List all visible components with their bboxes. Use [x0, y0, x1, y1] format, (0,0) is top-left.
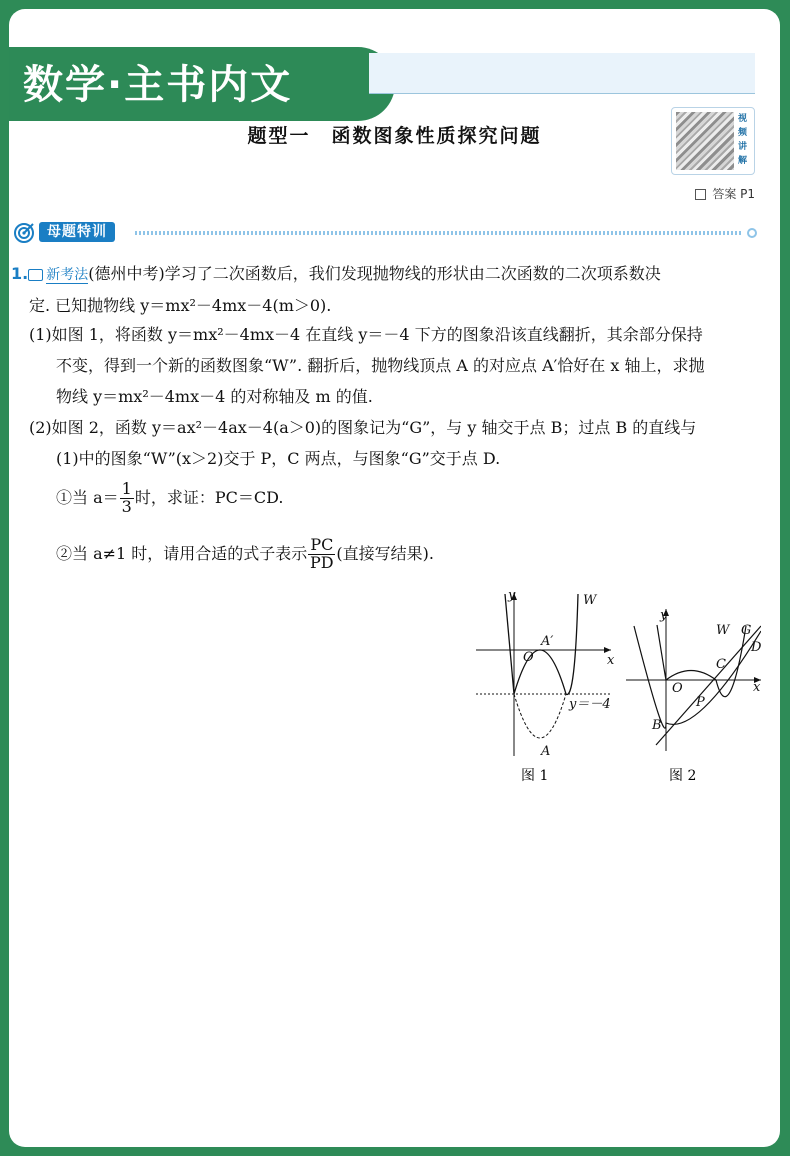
sub1-suffix: 时，求证：PC＝CD.: [134, 487, 284, 507]
fig2-curve-W: [657, 625, 746, 697]
figures: [471, 581, 761, 761]
sub2-suffix: (直接写结果).: [336, 543, 434, 563]
problem-number: 1.: [11, 264, 29, 283]
checkbox-icon: [695, 189, 706, 200]
problem-line-1: [11, 262, 661, 287]
fig1-caption: 图 1: [521, 768, 549, 784]
header-strip: [369, 53, 755, 94]
fig2-label-G: G: [741, 623, 752, 638]
fig2-label-y: y: [660, 608, 668, 623]
target-icon: [13, 222, 35, 244]
sub1-fraction: [120, 481, 134, 516]
sub1-denominator: 3: [121, 496, 132, 516]
sub2-numerator: PC: [310, 535, 334, 554]
banner-label: 母题特训: [39, 222, 115, 242]
sub2-denominator: PD: [310, 552, 334, 572]
problem-line-5: 物线 y＝mx²－4mx－4 的对称轴及 m 的值.: [56, 387, 373, 406]
problem-line-3: (1)如图 1，将函数 y＝mx²－4mx－4 在直线 y＝－4 下方的图象沿该直线翻折，其余部分保持: [29, 325, 703, 344]
fig2-label-C: C: [716, 657, 726, 672]
sub1-numerator: 1: [121, 479, 132, 498]
tv-icon: [28, 269, 43, 281]
problem-line-4: 不变，得到一个新的函数图象“W”. 翻折后，抛物线顶点 A 的对应点 A′恰好在 x 轴上，求抛: [56, 356, 705, 375]
fig2-label-P: P: [696, 695, 705, 710]
fig1-label-x: x: [607, 653, 615, 668]
page: [9, 9, 780, 1147]
sub1-prefix: ①当 a＝: [56, 487, 119, 507]
video-label: 视频讲解: [738, 114, 748, 166]
fig2-label-W: W: [716, 623, 730, 638]
fig1-dashed-parabola: [514, 694, 566, 738]
fig2-curve-G: [634, 626, 761, 728]
fig2-caption: 图 2: [669, 768, 697, 784]
fig1-label-O: O: [523, 650, 534, 665]
banner-end-dot: [747, 228, 757, 238]
answer-reference: [695, 185, 755, 202]
fig1-label-line: y＝－4: [569, 697, 611, 712]
sub-question-1: [56, 481, 283, 516]
sub-question-2: [56, 537, 434, 572]
qr-code-image[interactable]: [676, 112, 734, 170]
problem-line-7: (1)中的图象“W”(x＞2)交于 P，C 两点，与图象“G”交于点 D.: [56, 449, 501, 468]
sub2-fraction: [308, 537, 335, 572]
video-qr-box[interactable]: [671, 107, 755, 175]
answer-ref-text: 答案 P1: [712, 187, 755, 201]
problem-line-2: 定. 已知抛物线 y＝mx²－4mx－4(m＞0).: [29, 296, 332, 315]
fig2-label-D: D: [751, 640, 761, 655]
fig2-label-x: x: [753, 680, 761, 695]
fig1-label-A: A: [541, 744, 551, 759]
banner-divider: [135, 231, 743, 235]
figure-2: [626, 608, 761, 751]
header-title: 数学·主书内文: [23, 62, 293, 108]
figure-1: [476, 588, 615, 759]
problem-line-6: (2)如图 2，函数 y＝ax²－4ax－4(a＞0)的图象记为“G”，与 y 轴交于点 B；过点 B 的直线与: [29, 418, 697, 437]
fig2-label-B: B: [652, 718, 662, 733]
fig1-label-A-prime: A′: [541, 634, 554, 649]
section-title: 题型一 函数图象性质探究问题: [247, 125, 542, 147]
problem-text: (德州中考)学习了二次函数后，我们发现抛物线的形状由二次函数的二次项系数决: [88, 264, 661, 283]
problem-tag: 新考法: [46, 267, 89, 283]
fig2-label-O: O: [672, 681, 683, 696]
fig1-label-W: W: [583, 593, 597, 608]
fig1-label-y: y: [508, 588, 516, 603]
sub2-prefix: ②当 a≠1 时，请用合适的式子表示: [56, 543, 308, 563]
section-banner: [13, 221, 753, 245]
